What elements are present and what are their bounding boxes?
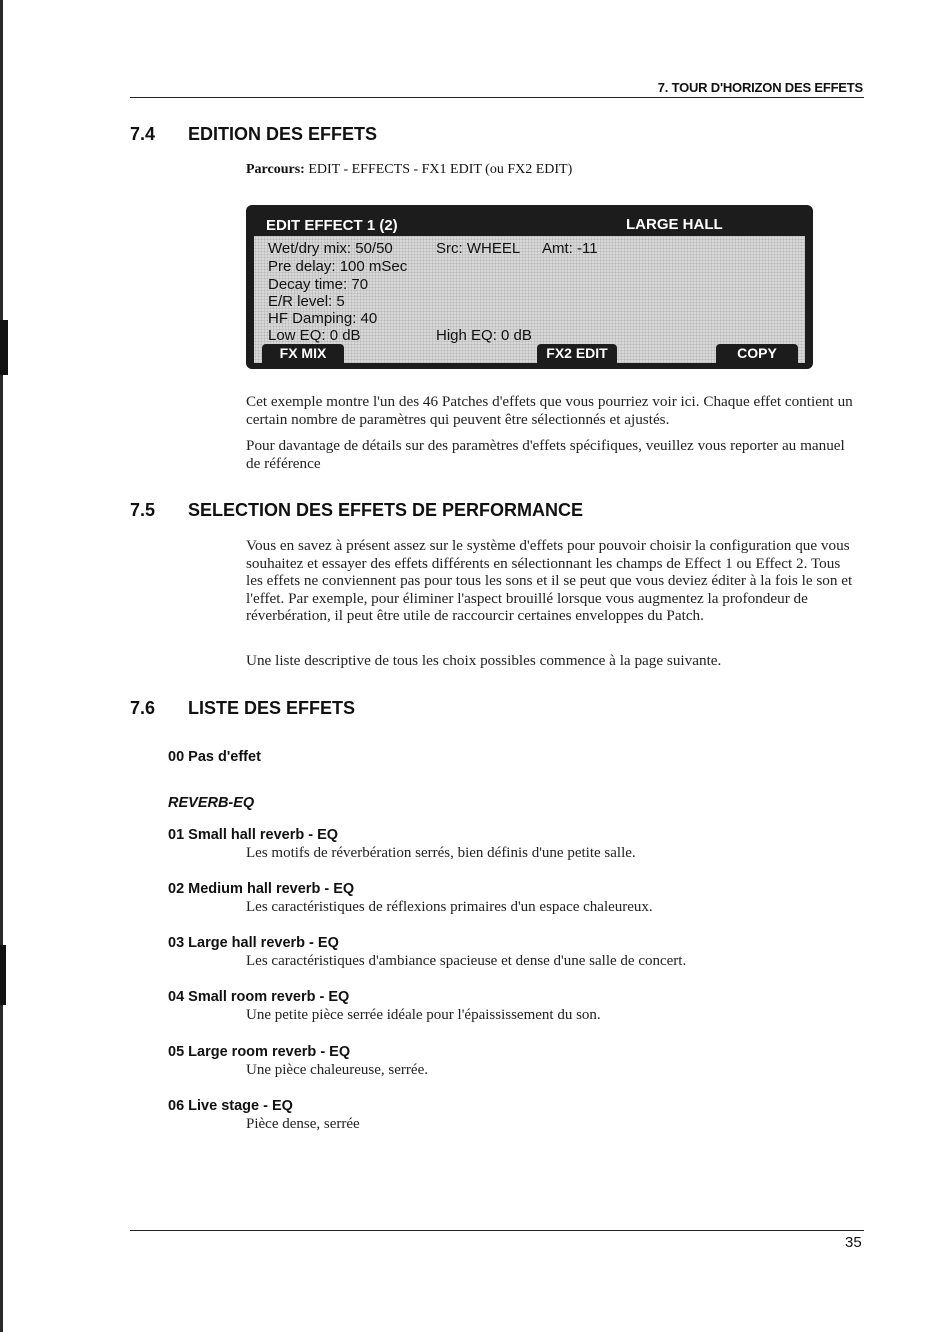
effect-item-title: 01 Small hall reverb - EQ: [168, 827, 339, 843]
lcd-param-row: Pre delay: 100 mSec: [268, 258, 408, 275]
header-rule: [130, 97, 864, 98]
lcd-amt: Amt: -11: [542, 240, 598, 257]
lcd-param-row: Decay time: 70: [268, 276, 369, 293]
effect-item-title: 00 Pas d'effet: [168, 749, 261, 765]
body-paragraph: Une liste descriptive de tous les choix possibles commence à la page suivante.: [246, 652, 722, 669]
body-paragraph: Vous en savez à présent assez sur le système d'effets pour pouvoir choisir la configuration que vous souhaitez et essayer des effets différents en sélectionnant les champs de Effect 1 ou Effect 2. Tous les effets ne conviennent pas pour tous les sons et il se peut que vous deviez éditer à la fois le son et l'effet. Par exemple, pour éliminer l'aspect brouillé lorsque vous augmentez la profondeur de réverbération, il peut être utile de raccourcir certaines enveloppes du Patch.: [246, 537, 853, 625]
effect-item-desc: Les motifs de réverbération serrés, bien définis d'une petite salle.: [246, 845, 636, 861]
body-paragraph: Pour davantage de détails sur des paramètres d'effets spécifiques, veuillez vous reporter au manuel de référence: [246, 437, 845, 472]
effect-item-desc: Une petite pièce serrée idéale pour l'épaississement du son.: [246, 1007, 601, 1023]
effect-item-title: 02 Medium hall reverb - EQ: [168, 881, 355, 897]
lcd-title-bar: [254, 211, 805, 236]
lcd-fx-mix-button: FX MIX: [262, 344, 344, 363]
path-label: Parcours:: [246, 162, 305, 177]
section-number: 7.6: [130, 698, 156, 718]
effect-category: REVERB-EQ: [168, 795, 255, 811]
lcd-fx2-edit-button: FX2 EDIT: [537, 344, 617, 363]
lcd-display: [246, 205, 813, 369]
lcd-copy-button: COPY: [716, 344, 798, 363]
lcd-title-right: LARGE HALL: [626, 216, 723, 233]
lcd-param-row: HF Damping: 40: [268, 310, 378, 327]
lcd-screen: [254, 211, 805, 363]
section-title: SELECTION DES EFFETS DE PERFORMANCE: [188, 500, 584, 520]
lcd-param-row: Low EQ: 0 dB: [268, 327, 361, 344]
path-value: EDIT - EFFECTS - FX1 EDIT (ou FX2 EDIT): [308, 162, 573, 177]
page-number: 35: [845, 1234, 862, 1251]
section-title: LISTE DES EFFETS: [188, 698, 356, 718]
lcd-src: Src: WHEEL: [436, 240, 521, 257]
effect-item-title: 03 Large hall reverb - EQ: [168, 935, 339, 951]
section-number: 7.5: [130, 500, 156, 520]
lcd-title-left: EDIT EFFECT 1 (2): [266, 217, 398, 234]
lcd-param-row: E/R level: 5: [268, 293, 345, 310]
effect-item-desc: Pièce dense, serrée: [246, 1116, 360, 1132]
effect-item-desc: Les caractéristiques de réflexions primaires d'un espace chaleureux.: [246, 899, 653, 915]
effect-item-title: 04 Small room reverb - EQ: [168, 989, 350, 1005]
lcd-high-eq: High EQ: 0 dB: [436, 327, 532, 344]
chapter-header: 7. TOUR D'HORIZON DES EFFETS: [657, 80, 863, 95]
scan-edge: [0, 0, 3, 1332]
footer-rule: [130, 1230, 864, 1231]
effect-item-desc: Une pièce chaleureuse, serrée.: [246, 1062, 428, 1078]
effect-item-title: 06 Live stage - EQ: [168, 1098, 293, 1114]
lcd-param-row: Wet/dry mix: 50/50: [268, 240, 393, 257]
section-title: EDITION DES EFFETS: [188, 124, 378, 144]
section-number: 7.4: [130, 124, 156, 144]
navigation-path: [246, 162, 572, 178]
scan-mark: [0, 320, 8, 375]
scan-mark: [0, 945, 6, 1005]
effect-item-desc: Les caractéristiques d'ambiance spacieuse et dense d'une salle de concert.: [246, 953, 687, 969]
body-paragraph: Cet exemple montre l'un des 46 Patches d'effets que vous pourriez voir ici. Chaque effet contient un certain nombre de paramètres qui peuvent être sélectionnés et ajustés.: [246, 393, 853, 428]
effect-item-title: 05 Large room reverb - EQ: [168, 1044, 351, 1060]
